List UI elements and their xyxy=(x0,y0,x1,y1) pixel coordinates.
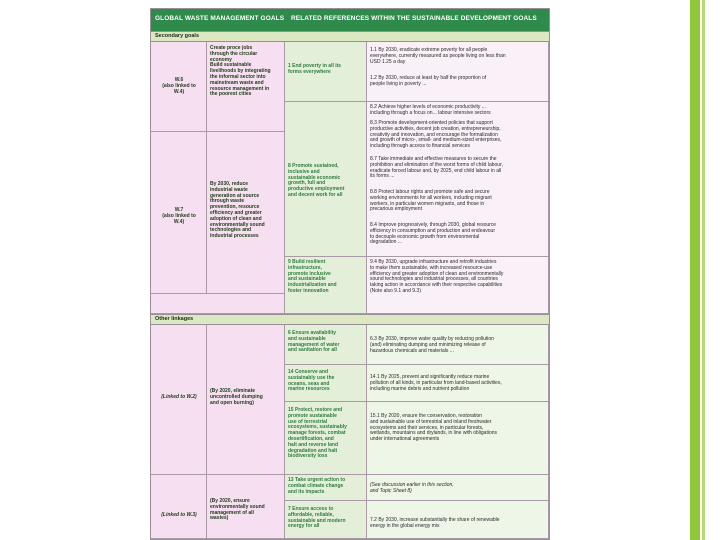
target-7-2: 7.2 By 2030, increase substantially the share of renewable energy in the global energy mix xyxy=(370,517,500,529)
sdg14-cell xyxy=(285,365,367,402)
target-1-cell xyxy=(367,42,549,102)
target-7-cell xyxy=(367,501,549,539)
row-w3-label: (Linked to W.3) xyxy=(161,512,197,518)
sdg6-title: 6 Ensure availability and sustainable management of water and sanitation for all xyxy=(288,330,340,354)
target-1-1: 1.1 By 2030, eradicate extreme poverty for all people everywhere, currently measured as people living on less than USD 1.25 a day xyxy=(370,47,506,65)
sdg1-cell xyxy=(285,42,367,102)
sdg9-cell xyxy=(285,257,367,314)
target-13-note: (See discussion earlier in this section, and Topic Sheet 8) xyxy=(370,482,454,494)
row-w2-goal-cell xyxy=(207,325,285,475)
header-sdg-references: RELATED REFERENCES WITHIN THE SUSTAINABLE DEVELOPMENT GOALS xyxy=(291,15,537,22)
target-8-cell xyxy=(367,102,549,257)
target-1-2: 1.2 By 2030, reduce at least by half the proportion of people living in poverty ... xyxy=(370,75,487,87)
target-9-cell xyxy=(367,257,549,314)
sdg7-cell xyxy=(285,501,367,539)
row-w3-goal: (By 2020, ensure environmentally sound management of all wastes) xyxy=(210,498,265,522)
row-w7-spacer xyxy=(151,294,285,314)
row-w7-label: W.7 (also linked to W.4) xyxy=(162,207,196,225)
sdg8-cell xyxy=(285,102,367,257)
waste-goals-table xyxy=(150,8,550,540)
row-w2-label: (Linked to W.2) xyxy=(161,394,197,400)
table-header xyxy=(151,9,549,31)
section-secondary-goals xyxy=(151,31,549,42)
sdg13-title: 13 Take urgent action to combat climate change and its impacts xyxy=(288,477,346,495)
target-8-3: 8.3 Promote development-oriented policies that support productive activities, decent job creation, entrepreneurship, creativity and innovation, and encourage the formalization and growth of micro-, small- and medium-sized enterprises, including through access to financial services xyxy=(370,120,502,150)
target-8-2: 8.2 Achieve higher levels of economic productivity ... including through a focus on... labour intensive sectors xyxy=(370,104,491,116)
row-w7-goal-cell xyxy=(207,132,285,294)
sdg8-title: 8 Promote sustained, inclusive and sustainable economic growth, full and productive employment and decent work for all xyxy=(288,163,345,198)
target-15-1: 15.1 By 2020, ensure the conservation, restoration and sustainable use of terrestrial and inland freshwater ecosystems and their services, in particular forests, wetlands, mountains and drylands, in line with obligations under international agreements xyxy=(370,413,498,443)
row-w6-label: W.6 (also linked to W.4) xyxy=(162,77,196,95)
section-other-linkages xyxy=(151,314,549,325)
row-w6-goal-cell xyxy=(207,42,285,132)
target-6-cell xyxy=(367,325,549,365)
sdg13-cell xyxy=(285,475,367,501)
row-w7-label-cell xyxy=(151,132,207,294)
header-global-goals: GLOBAL WASTE MANAGEMENT GOALS xyxy=(155,15,285,22)
sdg15-title: 15 Protect, restore and promote sustainable use of terrestrial ecosystems, sustainably manage forests, combat desertification, and halt and reverse land degradation and halt biodiversity loss xyxy=(288,407,347,460)
row-w6-label-cell xyxy=(151,42,207,132)
target-14-1: 14.1 By 2025, prevent and significantly reduce marine pollution of all kinds, in particular from land-based activities, including marine debris and nutrient pollution xyxy=(370,374,502,392)
target-8-4: 8.4 Improve progressively, through 2030, global resource efficiency in consumption and production and endeavour to decouple economic growth from environmental degradation ... xyxy=(370,222,497,246)
section-label: Other linkages xyxy=(155,316,194,322)
row-w6-goal: Create proce jobs through the circular economy Build sustainable livelihoods by integrating the informal sector into mainstream waste and resource management in the poorest cities xyxy=(210,45,271,98)
section-label: Secondary goals xyxy=(155,33,200,39)
row-w2-goal: (By 2020, eliminate uncontrolled dumping and open burning) xyxy=(210,388,263,406)
target-15-cell xyxy=(367,402,549,475)
sdg14-title: 14 Conserve and sustainably use the oceans, seas and marine resources xyxy=(288,369,335,393)
sdg15-cell xyxy=(285,402,367,475)
row-w7-goal: By 2030, reduce industrial waste generation at source through waste prevention, resource efficiency and greater adoption of clean and environmentally sound technologies and industrial processes xyxy=(210,181,265,240)
sdg9-title: 9 Build resilient infrastructure, promote inclusive and sustainable industrialization and foster innovation xyxy=(288,259,337,294)
target-8-7: 8.7 Take immediate and effective measures to secure the prohibition and elimination of the worst forms of child labour, eradicate forced labour and, by 2025, end child labour in all its forms ... xyxy=(370,156,503,180)
target-6-3: 6.3 By 2030, improve water quality by reducing pollution (and) eliminating dumping and minimizing release of hazardous chemicals and materials ... xyxy=(370,336,494,354)
target-8-8: 8.8 Protect labour rights and promote safe and secure working environments for all workers, including migrant workers, in particular women migrants, and those in precarious employment xyxy=(370,189,492,213)
slide-accent-bar xyxy=(690,0,700,540)
target-13-cell xyxy=(367,475,549,501)
slide-accent-stripe xyxy=(702,0,705,540)
sdg7-title: 7 Ensure access to affordable, reliable, sustainable and modern energy for all xyxy=(288,506,346,530)
target-9-4: 9.4 By 2030, upgrade infrastructure and retrofit industries to make them sustainable, with increased resource-use efficiency and greater adoption of clean and environmentally sound technologies and industrial processes, all countries taking action in accordance with their respective capabilities (Note also 9.1 and 9.3) xyxy=(370,259,504,294)
row-w2-label-cell xyxy=(151,325,207,475)
row-w3-label-cell xyxy=(151,475,207,539)
target-14-cell xyxy=(367,365,549,402)
sdg6-cell xyxy=(285,325,367,365)
row-w3-goal-cell xyxy=(207,475,285,539)
sdg1-title: 1 End poverty in all its forms everywhere xyxy=(288,63,342,75)
